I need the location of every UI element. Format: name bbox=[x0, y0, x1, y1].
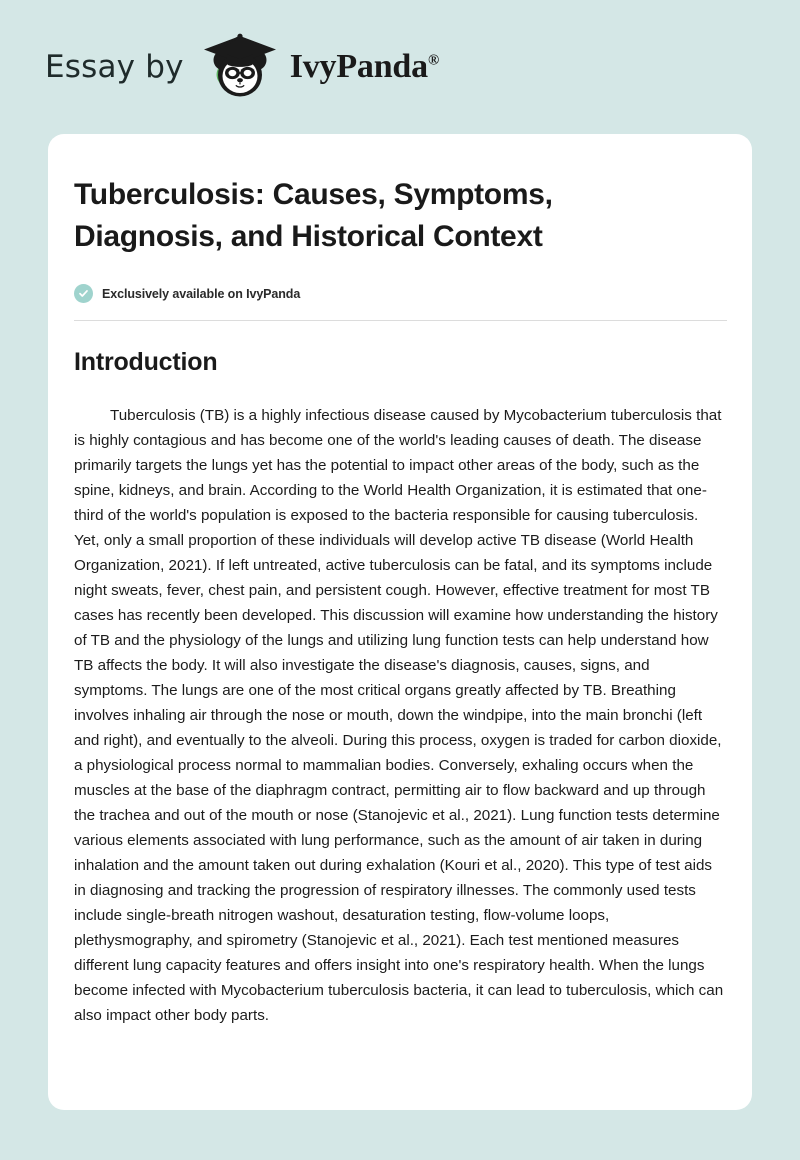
brand-wordmark bbox=[290, 50, 439, 84]
brand-logo-lockup[interactable] bbox=[45, 32, 439, 102]
section-paragraph: Tuberculosis (TB) is a highly infectious disease caused by Mycobacterium tuberculosis that is highly contagious and has become one of the world's leading causes of death. The disease primarily targets the lungs yet has the potential to impact other areas of the body, such as the spine, kidneys, and brain. According to the World Health Organization, it is estimated that one-third of the world's population is exposed to the bacteria responsible for causing tuberculosis. Yet, only a small proportion of these individuals will develop active TB disease (World Health Organization, 2021). If left untreated, active tuberculosis can be fatal, and its symptoms include night sweats, fever, chest pain, and persistent cough. However, effective treatment for most TB cases has recently been developed. This discussion will examine how understanding the history of TB and the physiology of the lungs and utilizing lung function tests can help understand how TB affects the body. It will also investigate the disease's diagnosis, causes, signs, and symptoms. The lungs are one of the most critical organs greatly affected by TB. Breathing involves inhaling air through the nose or mouth, down the windpipe, into the main bronchi (left and right), and eventually to the alveoli. During this process, oxygen is traded for carbon dioxide, a physiological process normal to mammalian bodies. Conversely, exhaling occurs when the muscles at the base of the diaphragm contract, permitting air to flow backward and up through the trachea and out of the mouth or nose (Stanojevic et al., 2021). Lung function tests determine various elements associated with lung performance, such as the amount of air taken in during inhalation and the amount taken out during exhalation (Kouri et al., 2020). This type of test aids in diagnosing and tracking the progression of respiratory illnesses. The commonly used tests include single-breath nitrogen washout, desaturation testing, flow-volume loops, plethysmography, and spirometry (Stanojevic et al., 2021). Each test mentioned measures different lung capacity features and offers insight into one's respiratory health. When the lungs become infected with Mycobacterium tuberculosis bacteria, it can lead to tuberculosis, which can also impact other body parts. bbox=[74, 407, 724, 1024]
essay-card bbox=[48, 134, 752, 1110]
check-circle-icon bbox=[74, 284, 93, 303]
header-divider bbox=[74, 320, 727, 321]
status-badge bbox=[74, 284, 726, 303]
brand-header bbox=[0, 0, 800, 134]
section-heading-introduction: Introduction bbox=[74, 348, 218, 376]
page-title: Tuberculosis: Causes, Symptoms, Diagnosis, and Historical Context bbox=[74, 178, 553, 253]
registered-trademark-icon: ® bbox=[427, 52, 439, 69]
status-badge-label: Exclusively available on IvyPanda bbox=[102, 286, 301, 301]
essay-by-label: Essay by bbox=[45, 48, 184, 85]
panda-graduate-icon bbox=[196, 32, 282, 102]
brand-name-text: IvyPanda bbox=[289, 48, 428, 85]
